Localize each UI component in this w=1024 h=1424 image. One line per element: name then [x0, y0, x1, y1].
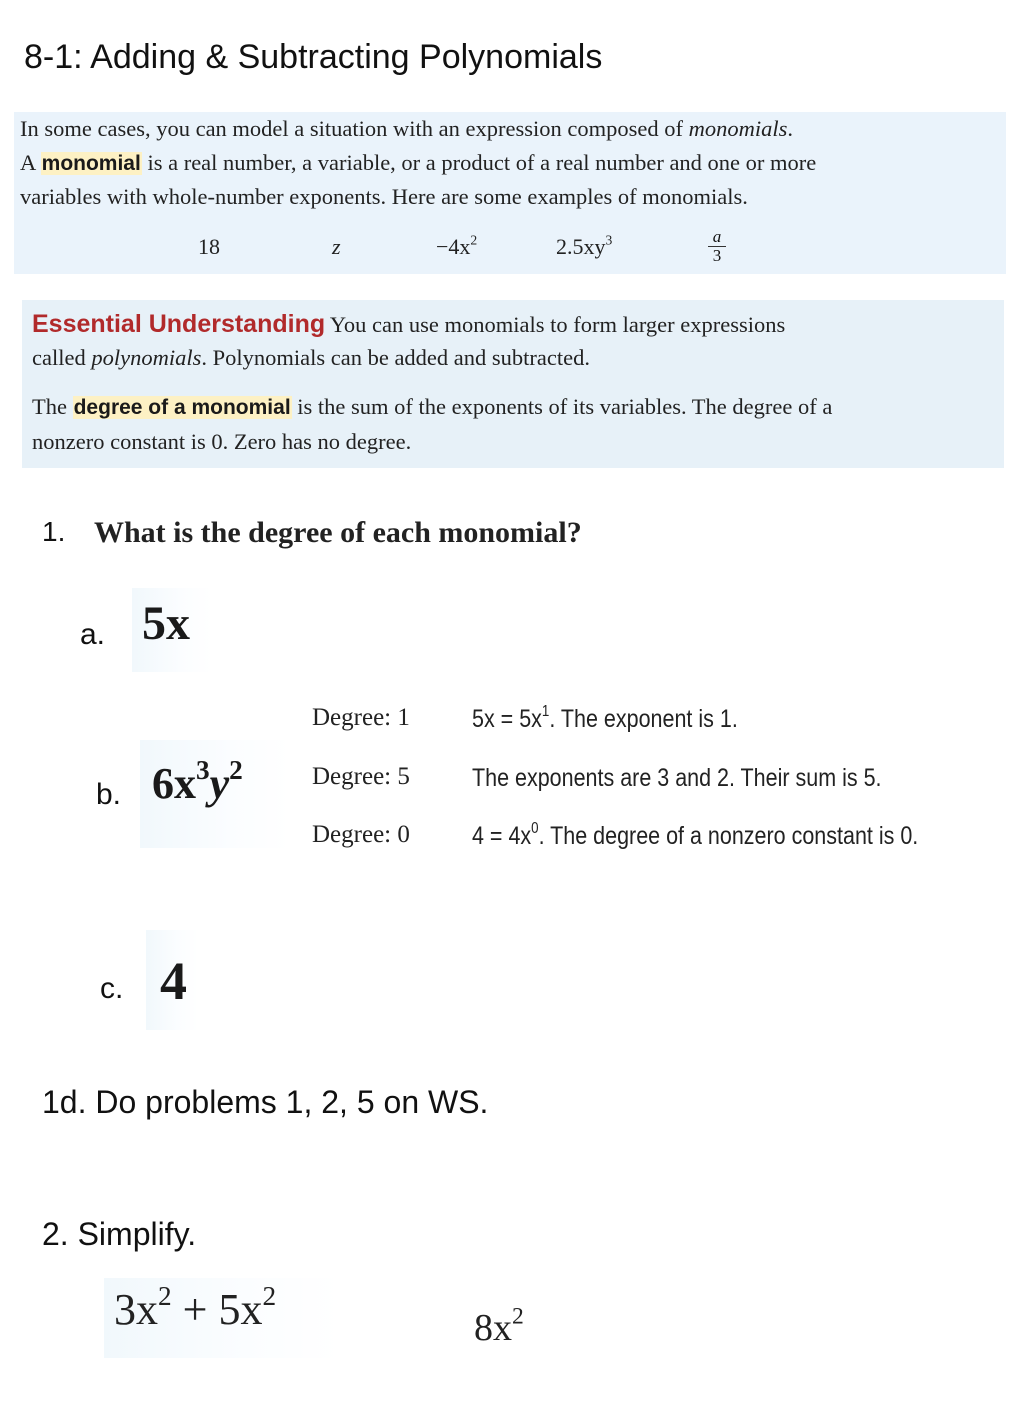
question-1-number: 1.: [42, 516, 66, 547]
definition-line-2-text: is a real number, a variable, or a product of a real number and one or more: [141, 150, 817, 175]
part-c-expression: 4: [160, 951, 187, 1011]
example-2-5xy3: [556, 234, 612, 260]
example-neg-4x2: [436, 234, 477, 260]
answer-a-expl-end: . The exponent is 1.: [549, 705, 738, 733]
answer-b-degree: Degree: 5: [312, 763, 410, 790]
q2-answer-base: 8x: [474, 1307, 512, 1349]
example-z: z: [332, 234, 341, 259]
answer-a-expl-start: 5x = 5x: [472, 705, 542, 733]
answer-c-expl-start: 4 = 4x: [472, 822, 532, 850]
definition-line-3: variables with whole-number exponents. Here are some examples of monomials.: [20, 184, 748, 209]
part-b-exp-1: 3: [196, 754, 210, 785]
question-2-label: 2. Simplify.: [42, 1216, 197, 1252]
definition-line-1: [20, 116, 793, 142]
essential-line-3-text: is the sum of the exponents of its variables. The degree of a: [291, 394, 833, 419]
part-a-expression: 5x: [142, 597, 190, 650]
definition-monomials-italic: monomials: [688, 116, 788, 141]
definition-line-1-text: In some cases, you can model a situation with an expression composed of: [20, 116, 689, 141]
question-2-expression: [114, 1280, 277, 1335]
q2-plus-term-2: + 5x: [171, 1285, 263, 1334]
degree-term-highlight: degree of a monomial: [73, 396, 291, 419]
answer-c-expl-end: . The degree of a nonzero constant is 0.: [538, 822, 919, 850]
definition-line-2-start: A: [20, 150, 41, 175]
essential-line-3-start: The: [32, 394, 73, 419]
monomial-term-highlight: monomial: [41, 152, 141, 175]
answer-b-explanation: The exponents are 3 and 2. Their sum is 5.: [472, 764, 882, 792]
part-b-expression: [152, 754, 243, 809]
essential-line-2-text: . Polynomials can be added and subtracted.: [201, 345, 590, 370]
essential-line-1-text: You can use monomials to form larger expressions: [325, 312, 786, 337]
example-neg-4x2-exp: 2: [470, 232, 478, 248]
q2-answer-exp: 2: [512, 1303, 524, 1330]
essential-line-4: nonzero constant is 0. Zero has no degree.: [32, 429, 412, 454]
part-a-label: a.: [80, 618, 106, 651]
answer-a-explanation: [472, 705, 738, 734]
essential-line-1: [32, 310, 785, 339]
question-1-text: What is the degree of each monomial?: [94, 516, 582, 549]
answer-a-expl-exp: 1: [541, 703, 550, 721]
part-b-label: b.: [96, 778, 122, 811]
essential-line-3: [32, 394, 832, 420]
page-title: 8-1: Adding & Subtracting Polynomials: [24, 38, 603, 76]
example-a-over-3: [708, 228, 726, 265]
example-2-5xy3-exp: 3: [605, 232, 613, 248]
question-2-answer: [474, 1303, 524, 1350]
part-c-label: c.: [100, 972, 124, 1005]
q2-exp-2: 2: [262, 1280, 277, 1311]
example-18: 18: [198, 234, 220, 259]
answer-c-degree: Degree: 0: [312, 821, 410, 848]
example-neg-4x2-base: −4x: [436, 234, 471, 259]
essential-polynomials-italic: polynomials: [91, 345, 202, 370]
q2-term-1: 3x: [114, 1285, 158, 1334]
fraction-denominator: 3: [708, 246, 726, 265]
definition-line-1-end: .: [787, 116, 793, 141]
essential-understanding-heading: Essential Understanding: [32, 310, 326, 338]
example-2-5xy3-base: 2.5xy: [556, 234, 606, 259]
task-1d: 1d. Do problems 1, 2, 5 on WS.: [42, 1084, 489, 1120]
fraction-numerator: a: [712, 227, 722, 246]
essential-line-2-start: called: [32, 345, 92, 370]
answer-a-degree: Degree: 1: [312, 704, 410, 731]
essential-line-2: [32, 345, 590, 371]
q2-exp-1: 2: [158, 1280, 172, 1311]
answer-c-expl-exp: 0: [531, 820, 539, 838]
part-b-coef: 6x: [152, 759, 196, 808]
definition-line-2: [20, 150, 816, 176]
part-b-var-y: y: [209, 759, 230, 808]
answer-c-explanation: [472, 822, 918, 851]
part-b-exp-2: 2: [229, 754, 243, 785]
